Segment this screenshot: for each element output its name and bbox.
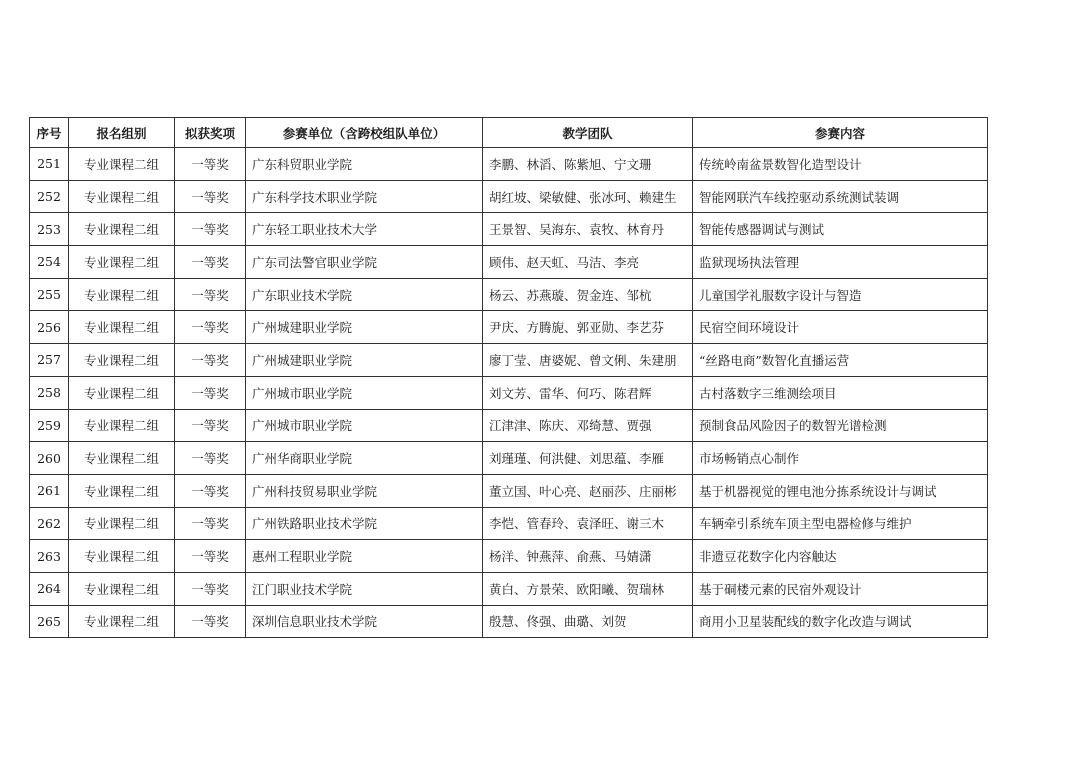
cell-group: 专业课程二组 (69, 278, 175, 311)
table-row (30, 180, 988, 213)
table-body (30, 148, 988, 638)
header-award: 拟获奖项 (175, 118, 246, 148)
cell-index: 252 (30, 180, 69, 213)
cell-index: 251 (30, 148, 69, 181)
award-table (29, 117, 988, 638)
cell-content: 监狱现场执法管理 (693, 246, 988, 279)
table-row (30, 605, 988, 638)
cell-group: 专业课程二组 (69, 246, 175, 279)
cell-award: 一等奖 (175, 474, 246, 507)
table-row (30, 442, 988, 475)
cell-unit: 广州科技贸易职业学院 (246, 474, 483, 507)
cell-award: 一等奖 (175, 540, 246, 573)
cell-team: 尹庆、方腾旎、郭亚勋、李艺芬 (483, 311, 693, 344)
cell-unit: 惠州工程职业学院 (246, 540, 483, 573)
cell-group: 专业课程二组 (69, 376, 175, 409)
cell-index: 263 (30, 540, 69, 573)
cell-index: 254 (30, 246, 69, 279)
table-row (30, 278, 988, 311)
cell-content: 预制食品风险因子的数智光谱检测 (693, 409, 988, 442)
cell-content: 传统岭南盆景数智化造型设计 (693, 148, 988, 181)
table-row (30, 572, 988, 605)
cell-award: 一等奖 (175, 409, 246, 442)
cell-index: 262 (30, 507, 69, 540)
cell-index: 259 (30, 409, 69, 442)
header-content: 参赛内容 (693, 118, 988, 148)
cell-content: 市场畅销点心制作 (693, 442, 988, 475)
cell-index: 255 (30, 278, 69, 311)
cell-unit: 广东司法警官职业学院 (246, 246, 483, 279)
cell-team: 杨洋、钟燕萍、俞燕、马婧潇 (483, 540, 693, 573)
cell-content: 车辆牵引系统车顶主型电器检修与维护 (693, 507, 988, 540)
cell-group: 专业课程二组 (69, 148, 175, 181)
header-row (30, 118, 988, 148)
cell-content: 商用小卫星装配线的数字化改造与调试 (693, 605, 988, 638)
cell-unit: 江门职业技术学院 (246, 572, 483, 605)
cell-index: 261 (30, 474, 69, 507)
cell-content: 基于机器视觉的锂电池分拣系统设计与调试 (693, 474, 988, 507)
header-group: 报名组别 (69, 118, 175, 148)
table-row (30, 344, 988, 377)
cell-content: 智能网联汽车线控驱动系统测试装调 (693, 180, 988, 213)
table-header (30, 118, 988, 148)
cell-index: 253 (30, 213, 69, 246)
table-row (30, 148, 988, 181)
cell-team: 殷慧、佟强、曲璐、刘贺 (483, 605, 693, 638)
cell-award: 一等奖 (175, 605, 246, 638)
cell-index: 256 (30, 311, 69, 344)
cell-team: 李鹏、林滔、陈紫旭、宁文珊 (483, 148, 693, 181)
cell-group: 专业课程二组 (69, 572, 175, 605)
table-row (30, 507, 988, 540)
cell-unit: 广州城建职业学院 (246, 311, 483, 344)
cell-content: 古村落数字三维测绘项目 (693, 376, 988, 409)
table-row (30, 213, 988, 246)
table-row (30, 246, 988, 279)
header-index: 序号 (30, 118, 69, 148)
cell-group: 专业课程二组 (69, 409, 175, 442)
cell-index: 260 (30, 442, 69, 475)
cell-group: 专业课程二组 (69, 540, 175, 573)
cell-unit: 广州华商职业学院 (246, 442, 483, 475)
cell-team: 黄白、方景荣、欧阳曦、贺瑞林 (483, 572, 693, 605)
cell-award: 一等奖 (175, 278, 246, 311)
cell-group: 专业课程二组 (69, 344, 175, 377)
cell-index: 257 (30, 344, 69, 377)
cell-team: 廖丁莹、唐婆妮、曾文俐、朱建朋 (483, 344, 693, 377)
table-row (30, 409, 988, 442)
cell-award: 一等奖 (175, 148, 246, 181)
cell-unit: 深圳信息职业技术学院 (246, 605, 483, 638)
header-unit: 参赛单位（含跨校组队单位） (246, 118, 483, 148)
cell-content: 民宿空间环境设计 (693, 311, 988, 344)
cell-award: 一等奖 (175, 442, 246, 475)
cell-award: 一等奖 (175, 311, 246, 344)
table-row (30, 474, 988, 507)
cell-team: 杨云、苏燕璇、贺金连、邹杭 (483, 278, 693, 311)
cell-unit: 广州铁路职业技术学院 (246, 507, 483, 540)
cell-award: 一等奖 (175, 376, 246, 409)
cell-team: 顾伟、赵天虹、马洁、李亮 (483, 246, 693, 279)
cell-index: 258 (30, 376, 69, 409)
cell-unit: 广州城市职业学院 (246, 409, 483, 442)
cell-award: 一等奖 (175, 344, 246, 377)
cell-group: 专业课程二组 (69, 311, 175, 344)
cell-team: 董立国、叶心亮、赵丽莎、庄丽彬 (483, 474, 693, 507)
cell-content: 基于硐楼元素的民宿外观设计 (693, 572, 988, 605)
cell-award: 一等奖 (175, 246, 246, 279)
cell-unit: 广东科贸职业学院 (246, 148, 483, 181)
cell-team: 江津津、陈庆、邓绮慧、贾强 (483, 409, 693, 442)
cell-content: “丝路电商”数智化直播运营 (693, 344, 988, 377)
cell-unit: 广州城建职业学院 (246, 344, 483, 377)
header-team: 教学团队 (483, 118, 693, 148)
cell-award: 一等奖 (175, 180, 246, 213)
table-row (30, 376, 988, 409)
cell-content: 非遗豆花数字化内容触达 (693, 540, 988, 573)
cell-index: 265 (30, 605, 69, 638)
cell-unit: 广州城市职业学院 (246, 376, 483, 409)
cell-group: 专业课程二组 (69, 474, 175, 507)
cell-content: 儿童国学礼服数字设计与智造 (693, 278, 988, 311)
cell-award: 一等奖 (175, 572, 246, 605)
cell-group: 专业课程二组 (69, 605, 175, 638)
cell-award: 一等奖 (175, 507, 246, 540)
cell-index: 264 (30, 572, 69, 605)
cell-award: 一等奖 (175, 213, 246, 246)
cell-group: 专业课程二组 (69, 442, 175, 475)
cell-team: 胡红坡、梁敏健、张冰珂、赖建生 (483, 180, 693, 213)
cell-unit: 广东职业技术学院 (246, 278, 483, 311)
table-row (30, 540, 988, 573)
cell-group: 专业课程二组 (69, 507, 175, 540)
cell-team: 王景智、吴海东、袁牧、林育丹 (483, 213, 693, 246)
table-row (30, 311, 988, 344)
cell-team: 李恺、管春玲、袁泽旺、谢三木 (483, 507, 693, 540)
cell-group: 专业课程二组 (69, 180, 175, 213)
cell-unit: 广东轻工职业技术大学 (246, 213, 483, 246)
cell-unit: 广东科学技术职业学院 (246, 180, 483, 213)
cell-team: 刘文芳、雷华、何巧、陈君辉 (483, 376, 693, 409)
cell-content: 智能传感器调试与测试 (693, 213, 988, 246)
cell-team: 刘瑾瑾、何洪健、刘思蕴、李雁 (483, 442, 693, 475)
cell-group: 专业课程二组 (69, 213, 175, 246)
